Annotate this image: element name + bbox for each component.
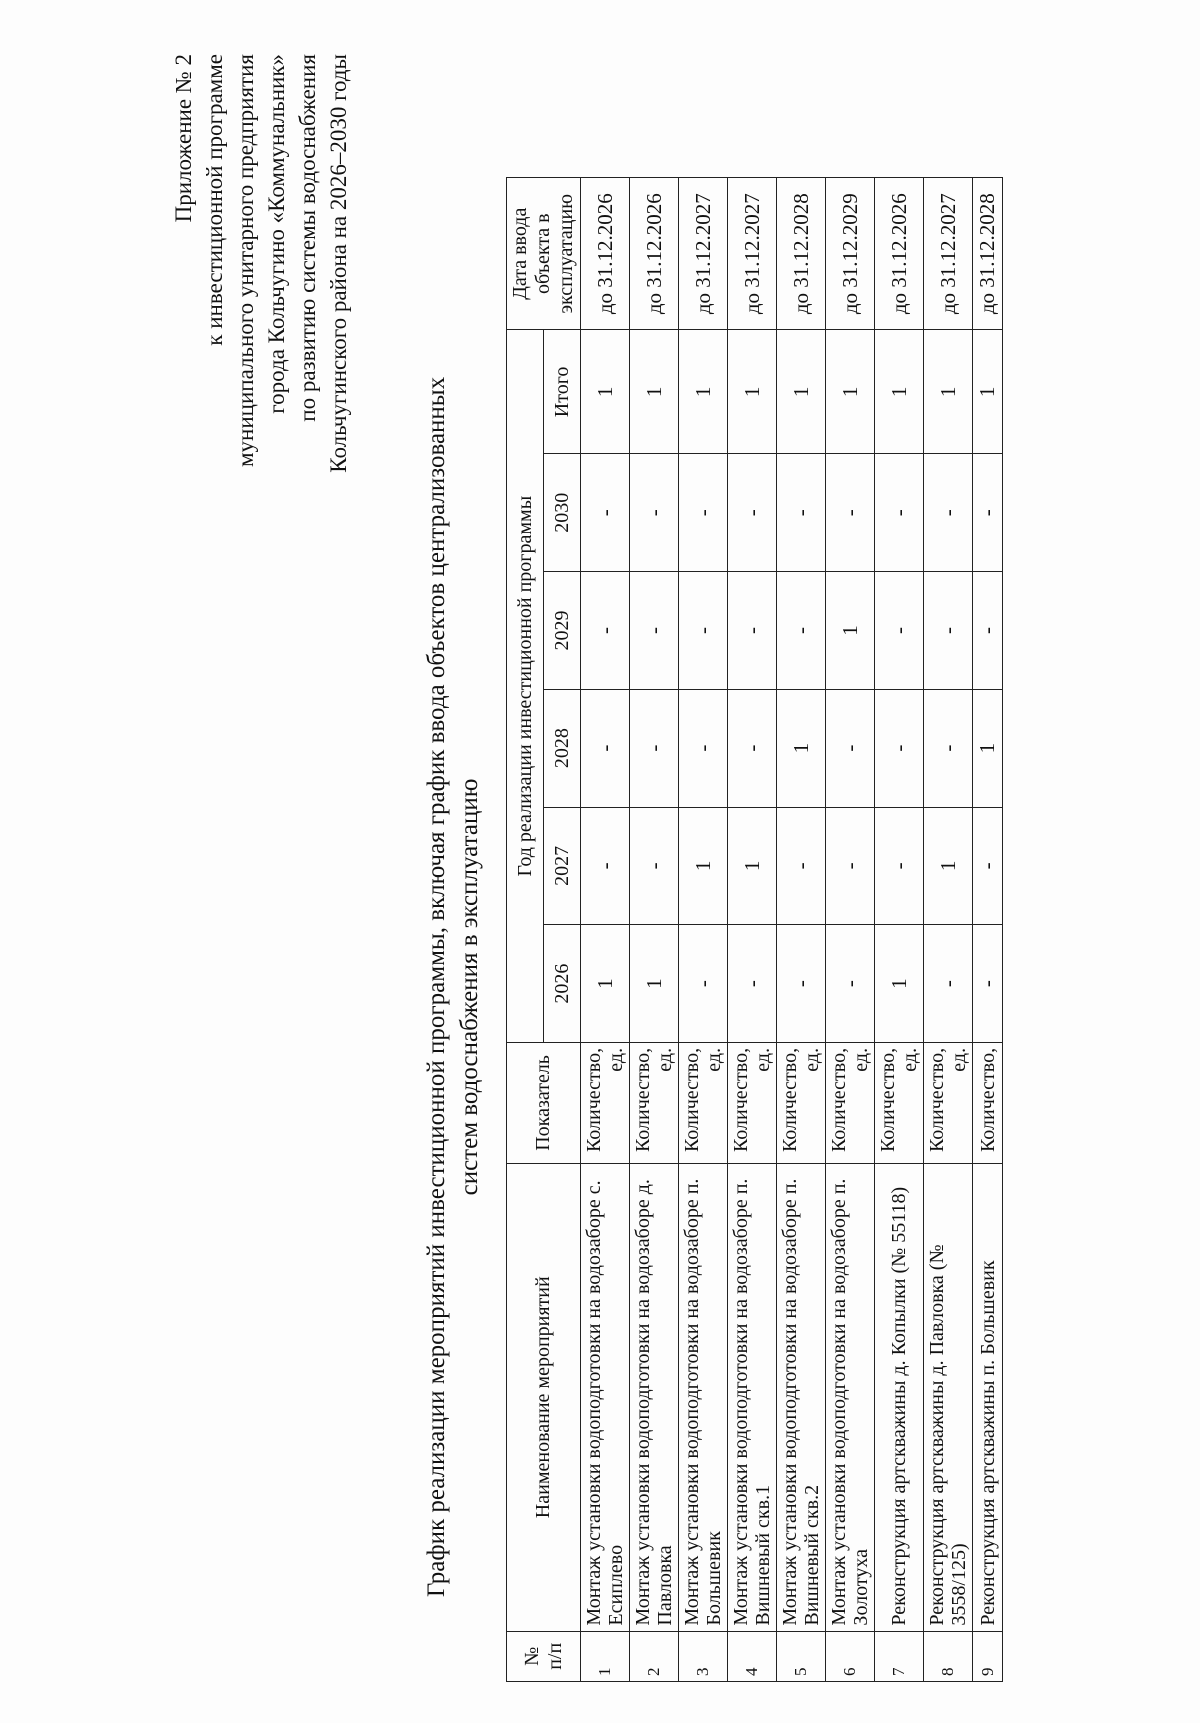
commissioning-date-cell: до 31.12.2026 [630, 178, 679, 330]
year-2026-cell: - [679, 925, 728, 1043]
appendix-line: к инвестиционной программе [202, 54, 227, 346]
title-line-2: систем водоснабжения в эксплуатацию [456, 778, 483, 1196]
row-number: 4 [728, 1631, 777, 1681]
table-row [728, 178, 777, 1682]
row-number: 2 [630, 1631, 679, 1681]
year-2027-cell: 1 [924, 807, 973, 925]
measure-name: Монтаж установки водоподготовки на водозаборе д. Павловка [630, 1163, 679, 1631]
indicator-cell: Количество, ед. [875, 1042, 924, 1163]
measure-name: Монтаж установки водоподготовки на водозаборе с. Есиплево [581, 1163, 630, 1631]
appendix-line: города Кольчугино «Коммунальник» [264, 54, 289, 414]
measure-name: Реконструкция артскважины д. Копылки (№ 55118) [875, 1163, 924, 1631]
table-body [581, 178, 1003, 1682]
indicator-cell: Количество, ед. [728, 1042, 777, 1163]
year-2027-cell: - [973, 807, 1003, 925]
appendix-line: муниципального унитарного предприятия [233, 54, 258, 468]
measure-name: Монтаж установки водоподготовки на водозаборе п. Вишневый скв.2 [777, 1163, 826, 1631]
total-cell: 1 [875, 330, 924, 454]
year-2026-cell: 1 [630, 925, 679, 1043]
indicator-cell: Количество, ед. [630, 1042, 679, 1163]
row-number: 7 [875, 1631, 924, 1681]
indicator-cell: Количество, ед. [777, 1042, 826, 1163]
indicator-cell: Количество, ед. [924, 1042, 973, 1163]
year-2029-cell: - [728, 572, 777, 690]
commissioning-date-cell: до 31.12.2027 [728, 178, 777, 330]
header-name: Наименование мероприятий [507, 1163, 581, 1631]
year-2026-cell: 1 [581, 925, 630, 1043]
table-row [777, 178, 826, 1682]
year-2030-cell: - [826, 454, 875, 572]
year-2028-cell: - [875, 689, 924, 807]
table-row [826, 178, 875, 1682]
commissioning-date-cell: до 31.12.2027 [924, 178, 973, 330]
year-2030-cell: - [924, 454, 973, 572]
measure-name: Монтаж установки водоподготовки на водозаборе п. Золотуха [826, 1163, 875, 1631]
indicator-cell: Количество, ед. [826, 1042, 875, 1163]
indicator-cell: Количество, [973, 1042, 1003, 1163]
header-num: № п/п [507, 1631, 581, 1681]
year-2029-cell: - [924, 572, 973, 690]
header-indicator: Показатель [507, 1042, 581, 1163]
row-number: 8 [924, 1631, 973, 1681]
table-row [679, 178, 728, 1682]
year-2028-cell: - [728, 689, 777, 807]
header-total: Итого [544, 330, 581, 454]
year-2029-cell: - [630, 572, 679, 690]
total-cell: 1 [777, 330, 826, 454]
appendix-block [168, 54, 354, 674]
row-number: 3 [679, 1631, 728, 1681]
appendix-line: Кольчугинского района на 2026–2030 годы [326, 54, 351, 473]
header-year: 2030 [544, 454, 581, 572]
title-line-1: График реализации мероприятий инвестиционной программы, включая график ввода объектов централизованных [423, 376, 450, 1598]
measure-name: Монтаж установки водоподготовки на водозаборе п. Вишневый скв.1 [728, 1163, 777, 1631]
commissioning-date-cell: до 31.12.2029 [826, 178, 875, 330]
year-2030-cell: - [777, 454, 826, 572]
year-2027-cell: - [826, 807, 875, 925]
year-2029-cell: - [679, 572, 728, 690]
year-2027-cell: 1 [679, 807, 728, 925]
measure-name: Реконструкция артскважины д. Павловка (№ 3558/125) [924, 1163, 973, 1631]
year-2028-cell: - [826, 689, 875, 807]
year-2026-cell: - [973, 925, 1003, 1043]
year-2026-cell: 1 [875, 925, 924, 1043]
year-2026-cell: - [728, 925, 777, 1043]
header-date: Дата ввода объекта в эксплуатацию [507, 178, 581, 330]
year-2028-cell: - [581, 689, 630, 807]
total-cell: 1 [924, 330, 973, 454]
year-2027-cell: - [777, 807, 826, 925]
commissioning-date-cell: до 31.12.2026 [581, 178, 630, 330]
rotated-document [0, 12, 1200, 1712]
year-2027-cell: - [630, 807, 679, 925]
year-2029-cell: 1 [826, 572, 875, 690]
measure-name: Монтаж установки водоподготовки на водозаборе п. Большевик [679, 1163, 728, 1631]
table-row [973, 178, 1003, 1682]
year-2029-cell: - [875, 572, 924, 690]
commissioning-date-cell: до 31.12.2028 [777, 178, 826, 330]
row-number: 1 [581, 1631, 630, 1681]
document-title [420, 292, 486, 1682]
table-row [630, 178, 679, 1682]
year-2030-cell: - [728, 454, 777, 572]
year-2030-cell: - [581, 454, 630, 572]
total-cell: 1 [630, 330, 679, 454]
table-row [924, 178, 973, 1682]
year-2028-cell: - [630, 689, 679, 807]
year-2029-cell: - [777, 572, 826, 690]
row-number: 6 [826, 1631, 875, 1681]
year-2026-cell: - [826, 925, 875, 1043]
year-2028-cell: 1 [973, 689, 1003, 807]
header-row [507, 178, 544, 1682]
total-cell: 1 [973, 330, 1003, 454]
year-2028-cell: - [924, 689, 973, 807]
year-2030-cell: - [630, 454, 679, 572]
year-2029-cell: - [581, 572, 630, 690]
table-row [581, 178, 630, 1682]
indicator-cell: Количество, ед. [581, 1042, 630, 1163]
total-cell: 1 [679, 330, 728, 454]
header-year: 2028 [544, 689, 581, 807]
total-cell: 1 [581, 330, 630, 454]
year-2030-cell: - [679, 454, 728, 572]
commissioning-date-cell: до 31.12.2028 [973, 178, 1003, 330]
measure-name: Реконструкция артскважины п. Большевик [973, 1163, 1003, 1631]
header-year: 2027 [544, 807, 581, 925]
year-2030-cell: - [875, 454, 924, 572]
year-2030-cell: - [973, 454, 1003, 572]
total-cell: 1 [826, 330, 875, 454]
total-cell: 1 [728, 330, 777, 454]
year-2026-cell: - [777, 925, 826, 1043]
schedule-table [506, 177, 1003, 1682]
header-year: 2026 [544, 925, 581, 1043]
table-row [875, 178, 924, 1682]
header-year: 2029 [544, 572, 581, 690]
year-2027-cell: 1 [728, 807, 777, 925]
appendix-line: Приложение № 2 [171, 54, 196, 223]
row-number: 5 [777, 1631, 826, 1681]
year-2028-cell: 1 [777, 689, 826, 807]
appendix-line: по развитию системы водоснабжения [295, 54, 320, 422]
commissioning-date-cell: до 31.12.2026 [875, 178, 924, 330]
year-2029-cell: - [973, 572, 1003, 690]
commissioning-date-cell: до 31.12.2027 [679, 178, 728, 330]
header-year-group: Год реализации инвестиционной программы [507, 330, 544, 1043]
year-2027-cell: - [875, 807, 924, 925]
year-2026-cell: - [924, 925, 973, 1043]
indicator-cell: Количество, ед. [679, 1042, 728, 1163]
year-2028-cell: - [679, 689, 728, 807]
row-number: 9 [973, 1631, 1003, 1681]
year-2027-cell: - [581, 807, 630, 925]
